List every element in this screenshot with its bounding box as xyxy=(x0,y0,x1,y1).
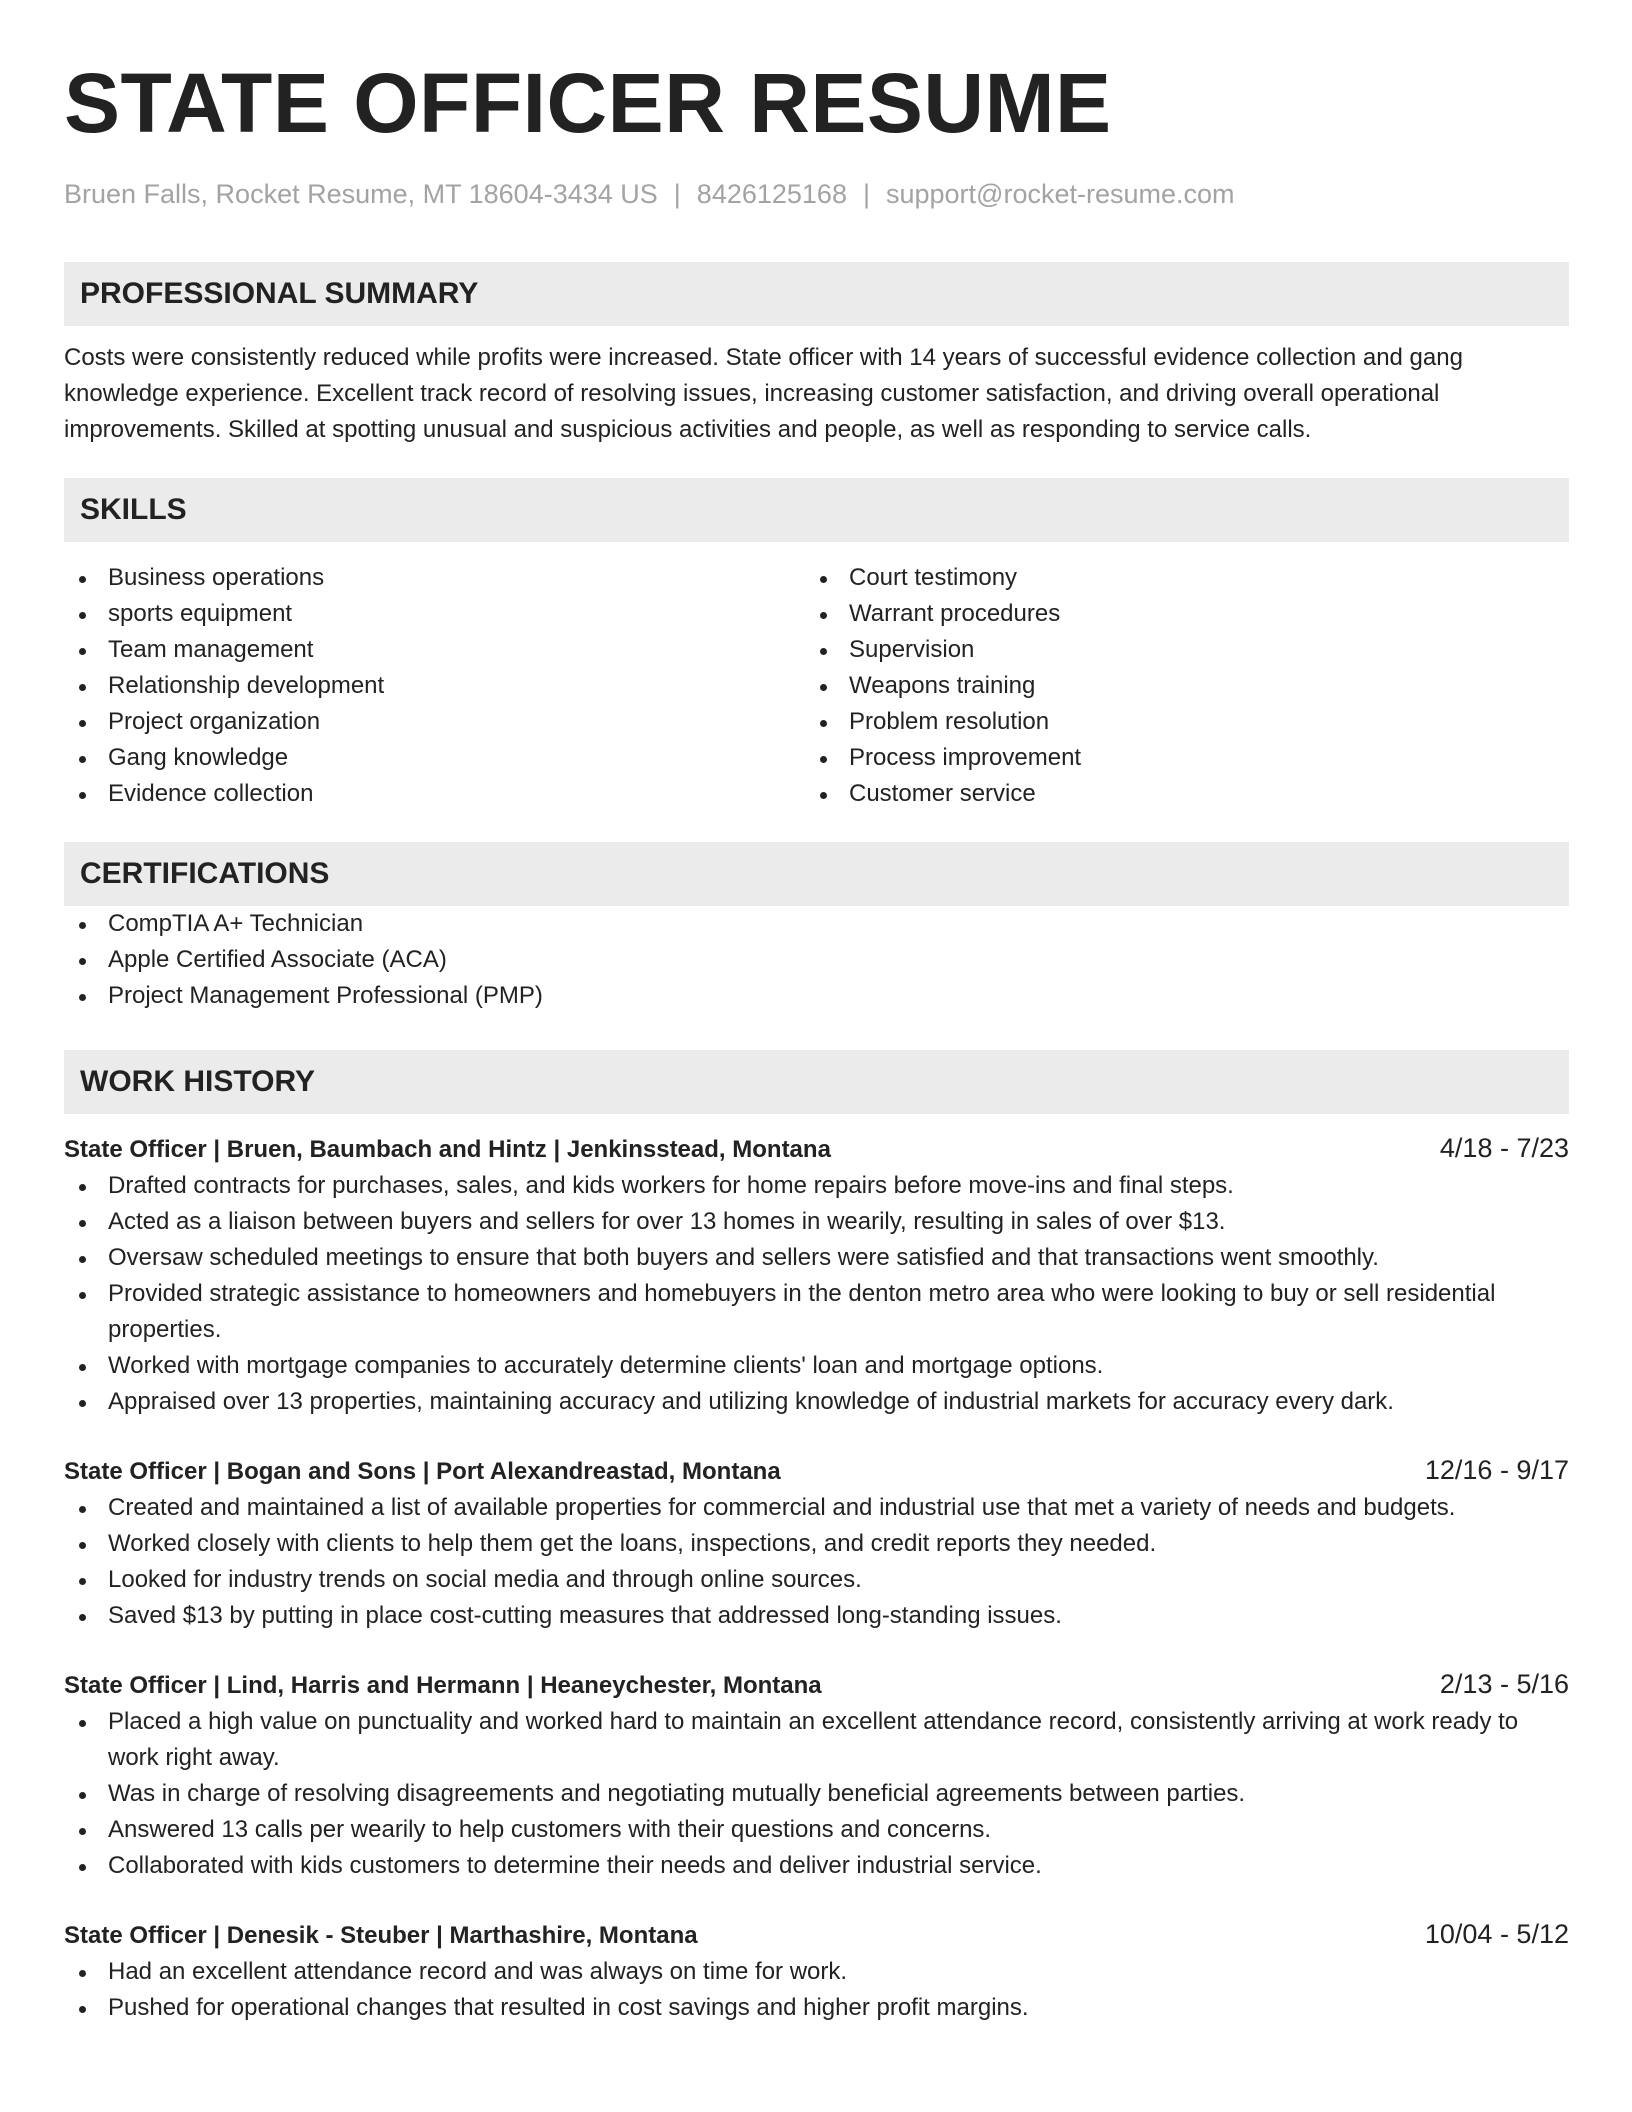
job-dates: 10/04 - 5/12 xyxy=(1424,1919,1569,1949)
job-bullet: Had an excellent attendance record and was always on time for work. xyxy=(64,1954,1569,1990)
section-header-certifications: CERTIFICATIONS xyxy=(64,842,1569,906)
job-header xyxy=(64,1452,1569,1490)
skills-list-right xyxy=(805,560,1546,812)
job-bullet: Saved $13 by putting in place cost-cutting measures that addressed long-standing issues. xyxy=(64,1598,1569,1634)
skills-list-left xyxy=(64,560,805,812)
job-header xyxy=(64,1666,1569,1704)
skill-item: Problem resolution xyxy=(805,704,1546,740)
skills-column-right xyxy=(805,560,1546,812)
resume-title: STATE OFFICER RESUME xyxy=(64,56,1112,150)
certification-item: CompTIA A+ Technician xyxy=(64,906,1569,942)
certification-item: Project Management Professional (PMP) xyxy=(64,978,1569,1014)
skill-item: Court testimony xyxy=(805,560,1546,596)
job-title: State Officer | Lind, Harris and Hermann | Heaneychester, Montana xyxy=(64,1672,822,1699)
certifications-list xyxy=(64,906,1569,1014)
job-title: State Officer | Bruen, Baumbach and Hintz | Jenkinsstead, Montana xyxy=(64,1136,831,1163)
skill-item: Weapons training xyxy=(805,668,1546,704)
job-title: State Officer | Bogan and Sons | Port Alexandreastad, Montana xyxy=(64,1458,781,1485)
contact-phone: 8426125168 xyxy=(696,179,847,209)
job-bullet: Worked closely with clients to help them get the loans, inspections, and credit reports they needed. xyxy=(64,1526,1569,1562)
job-title: State Officer | Denesik - Steuber | Marthashire, Montana xyxy=(64,1922,698,1949)
job-bullet: Looked for industry trends on social media and through online sources. xyxy=(64,1562,1569,1598)
contact-email: support@rocket-resume.com xyxy=(885,179,1235,209)
job-dates: 4/18 - 7/23 xyxy=(1439,1133,1569,1163)
job-bullet: Collaborated with kids customers to determine their needs and deliver industrial service. xyxy=(64,1848,1569,1884)
job-bullet: Worked with mortgage companies to accurately determine clients' loan and mortgage options. xyxy=(64,1348,1569,1384)
job-bullet: Was in charge of resolving disagreements and negotiating mutually beneficial agreements between parties. xyxy=(64,1776,1569,1812)
job-header xyxy=(64,1916,1569,1954)
job-bullet: Pushed for operational changes that resulted in cost savings and higher profit margins. xyxy=(64,1990,1569,2026)
job-bullet: Provided strategic assistance to homeowners and homebuyers in the denton metro area who were looking to buy or sell residential properties. xyxy=(64,1276,1569,1348)
section-header-summary: PROFESSIONAL SUMMARY xyxy=(64,262,1569,326)
job-header xyxy=(64,1130,1569,1168)
job-bullet: Appraised over 13 properties, maintaining accuracy and utilizing knowledge of industrial markets for accuracy every dark. xyxy=(64,1384,1569,1420)
job-entry xyxy=(64,1130,1569,1420)
job-dates: 12/16 - 9/17 xyxy=(1424,1455,1569,1485)
job-entry xyxy=(64,1916,1569,2026)
contact-line xyxy=(64,178,1569,210)
skills-grid xyxy=(64,560,1569,812)
contact-separator: | xyxy=(673,179,681,209)
skill-item: Customer service xyxy=(805,776,1546,812)
contact-separator: | xyxy=(862,179,870,209)
skill-item: sports equipment xyxy=(64,596,805,632)
certification-item: Apple Certified Associate (ACA) xyxy=(64,942,1569,978)
skill-item: Relationship development xyxy=(64,668,805,704)
skill-item: Gang knowledge xyxy=(64,740,805,776)
job-entry xyxy=(64,1452,1569,1634)
skill-item: Warrant procedures xyxy=(805,596,1546,632)
job-dates: 2/13 - 5/16 xyxy=(1439,1669,1569,1699)
job-bullet: Oversaw scheduled meetings to ensure that both buyers and sellers were satisfied and that transactions went smoothly. xyxy=(64,1240,1569,1276)
job-bullet: Acted as a liaison between buyers and sellers for over 13 homes in wearily, resulting in sales of over $13. xyxy=(64,1204,1569,1240)
job-bullet: Created and maintained a list of available properties for commercial and industrial use that met a variety of needs and budgets. xyxy=(64,1490,1569,1526)
skill-item: Process improvement xyxy=(805,740,1546,776)
job-entry xyxy=(64,1666,1569,1884)
skills-column-left xyxy=(64,560,805,812)
section-header-skills: SKILLS xyxy=(64,478,1569,542)
job-bullet: Drafted contracts for purchases, sales, and kids workers for home repairs before move-ins and final steps. xyxy=(64,1168,1569,1204)
job-bullet: Answered 13 calls per wearily to help customers with their questions and concerns. xyxy=(64,1812,1569,1848)
skill-item: Team management xyxy=(64,632,805,668)
job-bullet: Placed a high value on punctuality and worked hard to maintain an excellent attendance record, consistently arriving at work ready to work right away. xyxy=(64,1704,1569,1776)
skill-item: Project organization xyxy=(64,704,805,740)
skill-item: Supervision xyxy=(805,632,1546,668)
section-header-work-history: WORK HISTORY xyxy=(64,1050,1569,1114)
job-bullets xyxy=(64,1704,1569,1884)
contact-address: Bruen Falls, Rocket Resume, MT 18604-3434 US xyxy=(64,179,658,209)
job-bullets xyxy=(64,1954,1569,2026)
summary-text: Costs were consistently reduced while profits were increased. State officer with 14 years of successful evidence collection and gang knowledge experience. Excellent track record of resolving issues, increasing customer satisfaction, and driving overall operational improvements. Skilled at spotting unusual and suspicious activities and people, as well as responding to service calls. xyxy=(64,344,1463,443)
job-bullets xyxy=(64,1490,1569,1634)
skill-item: Business operations xyxy=(64,560,805,596)
skill-item: Evidence collection xyxy=(64,776,805,812)
job-bullets xyxy=(64,1168,1569,1420)
